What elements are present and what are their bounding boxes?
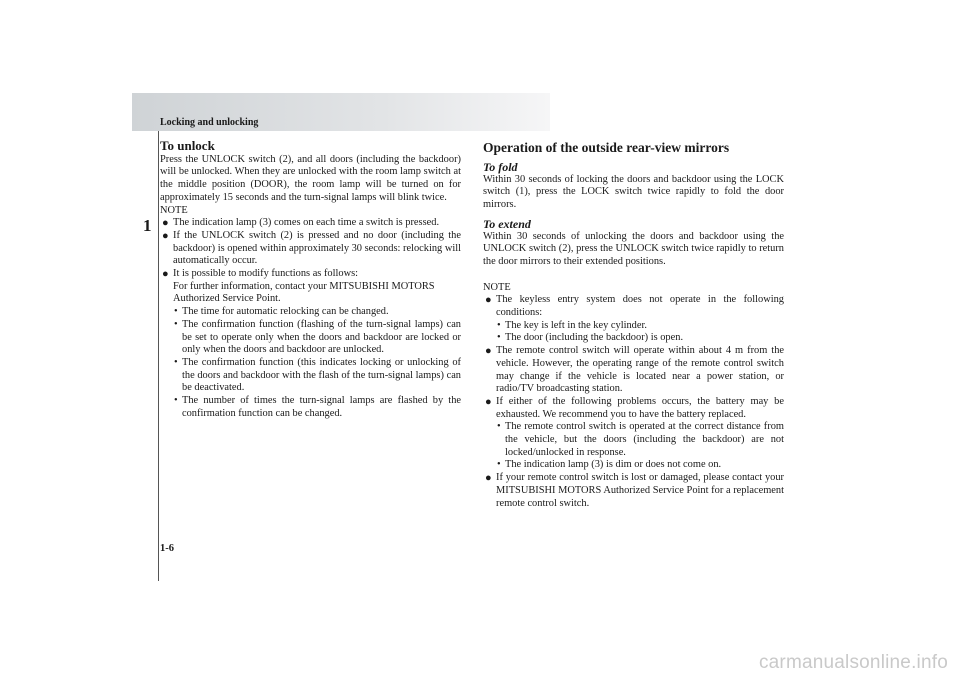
chapter-number: 1 xyxy=(143,216,152,235)
note-item xyxy=(485,395,784,472)
bullet-icon: ● xyxy=(485,294,492,307)
note-text: If your remote control switch is lost or damaged, please contact your MITSUBISHI MOTORS Authorized Service Point for a replacement remote control switch. xyxy=(496,472,784,509)
note-text: It is possible to modify functions as follows: xyxy=(173,268,359,280)
note-text: If either of the following problems occurs, the battery may be exhausted. We recommend you to have the battery replaced. xyxy=(496,395,784,420)
sub-item: • The confirmation function (this indicates locking or unlocking of the doors and backdoor with the flash of the turn-signal lamps) can be deactivated. xyxy=(173,357,461,395)
page-number: 1-6 xyxy=(160,543,174,554)
unlock-heading: To unlock xyxy=(160,138,215,153)
bullet-icon: ● xyxy=(162,268,169,281)
note-item xyxy=(162,229,461,268)
sub-list xyxy=(173,306,461,420)
note-label: NOTE xyxy=(160,204,188,216)
bullet-icon: ● xyxy=(485,472,492,485)
sub-list xyxy=(496,421,784,472)
note-text: The indication lamp (3) comes on each time a switch is pressed. xyxy=(173,217,440,229)
note-text: The keyless entry system does not operate in the following conditions: xyxy=(496,294,784,319)
mirrors-heading: Operation of the outside rear-view mirrors xyxy=(483,140,730,155)
extend-heading: To extend xyxy=(483,216,531,231)
note-list xyxy=(160,217,461,420)
sub-item: • The number of times the turn-signal lamps are flashed by the confirmation function can be changed. xyxy=(173,395,461,420)
unlock-paragraph: Press the UNLOCK switch (2), and all doors (including the backdoor) will be unlocked. When they are unlocked with the room lamp switch at the middle position (DOOR), the room lamp will be turned on for approximately 15 seconds and the turn-signal lamps will blink twice. xyxy=(160,153,461,203)
note-item xyxy=(485,472,784,510)
sub-item: • The key is left in the key cylinder. xyxy=(496,320,784,333)
note-label: NOTE xyxy=(483,281,511,293)
bullet-icon: ● xyxy=(485,345,492,358)
bullet-icon: ● xyxy=(162,229,169,242)
extend-paragraph: Within 30 seconds of unlocking the doors and backdoor using the UNLOCK switch (2), press the UNLOCK switch twice rapidly to return the door mirrors to their extended positions. xyxy=(483,230,784,267)
note-extra: For further information, contact your MITSUBISHI MOTORS Authorized Service Point. xyxy=(173,280,435,305)
note-text: The remote control switch will operate within about 4 m from the vehicle. However, the operating range of the remote control switch may change if the vehicle is located near a power station, or radio/TV broadcasting station. xyxy=(496,345,784,395)
section-title: Locking and unlocking xyxy=(160,117,259,128)
bullet-icon: ● xyxy=(485,395,492,408)
sub-item: • The time for automatic relocking can be changed. xyxy=(173,306,461,319)
watermark-link[interactable]: carmanualsonline.info xyxy=(758,652,948,673)
note-list xyxy=(483,294,784,510)
sub-item: • The indication lamp (3) is dim or does not come on. xyxy=(496,459,784,472)
sub-item: • The confirmation function (flashing of the turn-signal lamps) can be set to operate only when the doors and backdoor are locked or only when the doors and backdoor are unlocked. xyxy=(173,319,461,357)
note-item xyxy=(162,268,461,420)
chapter-divider xyxy=(158,131,159,581)
note-item xyxy=(485,345,784,396)
sub-item: • The remote control switch is operated at the correct distance from the vehicle, but the doors (including the backdoor) are not locked/unlocked in response. xyxy=(496,421,784,459)
fold-heading: To fold xyxy=(483,160,518,174)
note-item xyxy=(485,294,784,345)
sub-item: • The door (including the backdoor) is open. xyxy=(496,332,784,345)
bullet-icon: ● xyxy=(162,217,169,230)
fold-paragraph: Within 30 seconds of locking the doors and backdoor using the LOCK switch (1), press the LOCK switch twice rapidly to fold the door mirrors. xyxy=(483,173,784,211)
sub-list xyxy=(496,320,784,345)
left-column xyxy=(160,140,461,420)
note-text: If the UNLOCK switch (2) is pressed and no door (including the backdoor) is opened within approximately 30 seconds: relocking will automatically occur. xyxy=(173,229,461,267)
note-item xyxy=(162,217,461,230)
right-column xyxy=(483,140,784,510)
